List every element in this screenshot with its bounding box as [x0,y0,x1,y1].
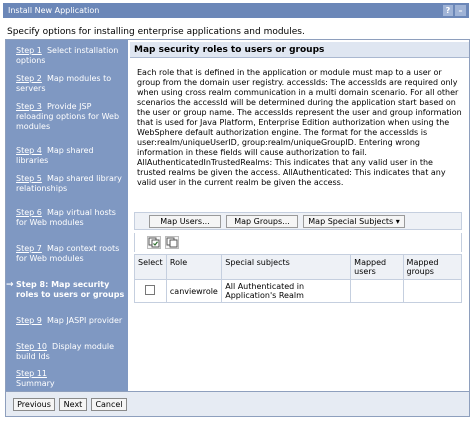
col-mapped-users: Mapped users [351,255,403,280]
window-title: Install New Application [8,6,100,15]
step-9-number[interactable]: Step 9 [16,316,42,325]
row-role: canviewrole [166,280,221,303]
step-9[interactable] [16,316,126,326]
step-10[interactable] [16,342,126,362]
step-4-label: Map shared libraries [16,146,94,165]
row-mapped-groups [403,280,461,303]
help-button[interactable]: ? [443,5,453,16]
chevron-down-icon: ▾ [395,217,400,226]
col-role: Role [166,255,221,280]
step-1-label: Select installation options [16,46,119,65]
map-groups-button[interactable]: Map Groups... [226,215,298,228]
step-2-number[interactable]: Step 2 [16,74,42,83]
row-special-subjects: All Authenticated in Application's Realm [222,280,351,303]
mapping-toolbar [134,212,462,230]
table-row [135,280,462,303]
cancel-button[interactable]: Cancel [91,398,127,411]
intro-text: Specify options for installing enterprise applications and modules. [7,27,305,37]
deselect-all-icon[interactable] [165,236,179,249]
step-2-label: Map modules to servers [16,74,112,93]
steps-sidebar [6,40,128,391]
window-titlebar [3,3,469,18]
step-1[interactable] [16,46,126,66]
step-2[interactable] [16,74,126,94]
step-4-number[interactable]: Step 4 [16,146,42,155]
row-checkbox[interactable] [145,285,155,295]
map-special-subjects-button[interactable] [303,215,405,228]
previous-button[interactable]: Previous [13,398,55,411]
step-7-label: Map context roots for Web modules [16,244,120,263]
step-6[interactable] [16,208,126,228]
step-11-label: Summary [16,379,55,388]
panel-title: Map security roles to users or groups [130,42,469,58]
map-special-subjects-label: Map Special Subjects [308,217,394,226]
current-step-arrow-icon: → [6,280,14,290]
col-mapped-groups: Mapped groups [403,255,461,280]
step-6-label: Map virtual hosts for Web modules [16,208,116,227]
step-8-current [16,280,126,300]
step-11-number[interactable]: Step 11 [16,369,47,378]
step-3-number[interactable]: Step 3 [16,102,42,111]
row-select-cell [135,280,167,303]
col-special-subjects: Special subjects [222,255,351,280]
step-6-number[interactable]: Step 6 [16,208,42,217]
step-9-label: Map JASPI provider [46,316,123,325]
row-mapped-users [351,280,403,303]
panel-description: Each role that is defined in the application or module must map to a user or group from the domain user registry. accessIds: The accessIds are required only when using cross realm communication in a multi domain scenario. For all other scenarios the accessId will be determined during the application start based on the user or group name. The accessIds represent the user and group information that is used for Java Platform, Enterprise Edition authorization when using the WebSphere default authorization engine. The format for the accessIds is user:realm/uniqueUserID, group:realm/uniqueGroupID. Entering wrong information in these fields will cause authorization to fail. AllAuthenticatedInTrustedRealms: This indicates that any valid user in the trusted realms be given the access. AllAuthenticated: This indicates that any valid user in the current realm be given the access. [137,68,462,187]
col-select: Select [135,255,167,280]
step-4[interactable] [16,146,126,166]
wizard-frame [5,39,470,417]
roles-table [134,254,462,303]
map-users-button[interactable]: Map Users... [149,215,221,228]
step-5-number[interactable]: Step 5 [16,174,42,183]
step-3-label: Provide JSP reloading options for Web modules [16,102,120,131]
step-1-number[interactable]: Step 1 [16,46,42,55]
wizard-footer [6,391,469,416]
next-button[interactable]: Next [59,398,87,411]
step-5-label: Map shared library relationships [16,174,122,193]
step-8-label: Map security roles to users or groups [16,280,125,299]
step-5[interactable] [16,174,126,194]
step-8-number: Step 8: [16,280,49,289]
step-10-number[interactable]: Step 10 [16,342,47,351]
step-3[interactable] [16,102,126,132]
minimize-button[interactable]: – [455,5,466,16]
selection-iconbar [134,233,462,252]
step-11[interactable] [16,369,126,389]
select-all-icon[interactable] [147,236,161,249]
step-7-number[interactable]: Step 7 [16,244,42,253]
content-panel [130,40,469,391]
step-10-label: Display module build Ids [16,342,115,361]
step-7[interactable] [16,244,126,264]
